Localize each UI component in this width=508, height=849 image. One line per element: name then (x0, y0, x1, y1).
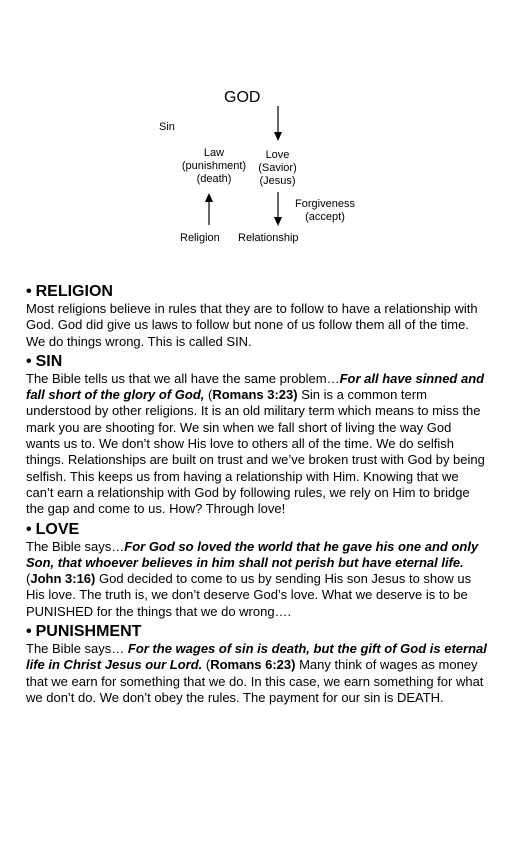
gospel-diagram (0, 0, 508, 260)
diagram-religion-label: Religion (180, 232, 220, 244)
text-run: The Bible says… (26, 641, 128, 657)
text-run: Romans 3:23) (212, 387, 298, 403)
arrow-love-to-relationship (274, 192, 282, 226)
text-run: God decided to come to us by sending His son Jesus to show us His love. The truth is, we don’t deserve God’s love. What we deserve is to be PUNISHED for the things that we do wrong…. (26, 571, 472, 619)
text-run: For God so loved the world that he gave his one and only Son, that whoever believes in him shall not perish but have eternal life. (26, 538, 479, 570)
arrow-god-to-love (274, 106, 282, 141)
text-run: The Bible says… (26, 538, 125, 554)
text-run: Sin is a common term understood by other religions. It is an old military term which means to miss the mark you are shooting for. We sin when we fall short of living the way God wants us to. We don’t show His love to others all of the time. We do selfish things. Relationships are built on trust and we’ve broken trust with God by being selfish. This keeps us from having a relationship with Him. Knowing that we can’t earn a relationship with God by following rules, we rely on Him to bridge the gap and come to us. How? Through love! (26, 387, 485, 517)
paragraph-sin (26, 371, 488, 518)
arrow-religion-to-law (205, 193, 213, 225)
paragraph-punishment (26, 641, 488, 706)
diagram-relationship-label: Relationship (238, 232, 299, 244)
bullet-glyph: • (26, 520, 32, 538)
bullet-glyph: • (26, 283, 32, 300)
bullet-glyph: • (26, 623, 32, 641)
section-heading-religion: • RELIGION (26, 283, 113, 300)
bullet-glyph: • (26, 352, 32, 370)
text-run: Most religions believe in rules that they are to follow to have a relationship with God. God did give us laws to follow but none of us follow them all of the time. We do things wrong. This is called SIN. (26, 301, 478, 349)
text-run: For all have sinned and fall short of the glory of God, (26, 370, 485, 403)
diagram-arrows (0, 0, 508, 260)
text-run: ( (204, 387, 213, 403)
text-run: For the wages of sin is death, but the gift of God is eternal life in Christ Jesus our Lord. (26, 641, 487, 673)
diagram-love-label: Love (Savior) (Jesus) (258, 149, 297, 187)
document-body (26, 282, 488, 708)
text-run: John 3:16) (30, 571, 96, 587)
section-heading-punishment: • PUNISHMENT (26, 623, 142, 641)
paragraph-love (26, 539, 488, 620)
section-heading-sin: • SIN (26, 352, 63, 370)
diagram-god-label: GOD (224, 89, 261, 106)
section-heading-love: • LOVE (26, 520, 80, 538)
text-run: ( (26, 571, 31, 587)
text-run: The Bible tells us that we all have the same problem… (26, 370, 340, 386)
paragraph-religion (26, 301, 488, 350)
text-run: Romans 6:23) (210, 657, 296, 673)
diagram-sin-label: Sin (159, 121, 175, 133)
text-run: Many think of wages as money that we earn for something that we do. In this case, we earn something for what we don’t do. We don’t obey the rules. The payment for our sin is DEATH. (26, 657, 484, 705)
diagram-forgiveness-label: Forgiveness (accept) (295, 198, 355, 223)
text-run: ( (202, 657, 211, 673)
diagram-law-label: Law (punishment) (death) (181, 147, 247, 185)
